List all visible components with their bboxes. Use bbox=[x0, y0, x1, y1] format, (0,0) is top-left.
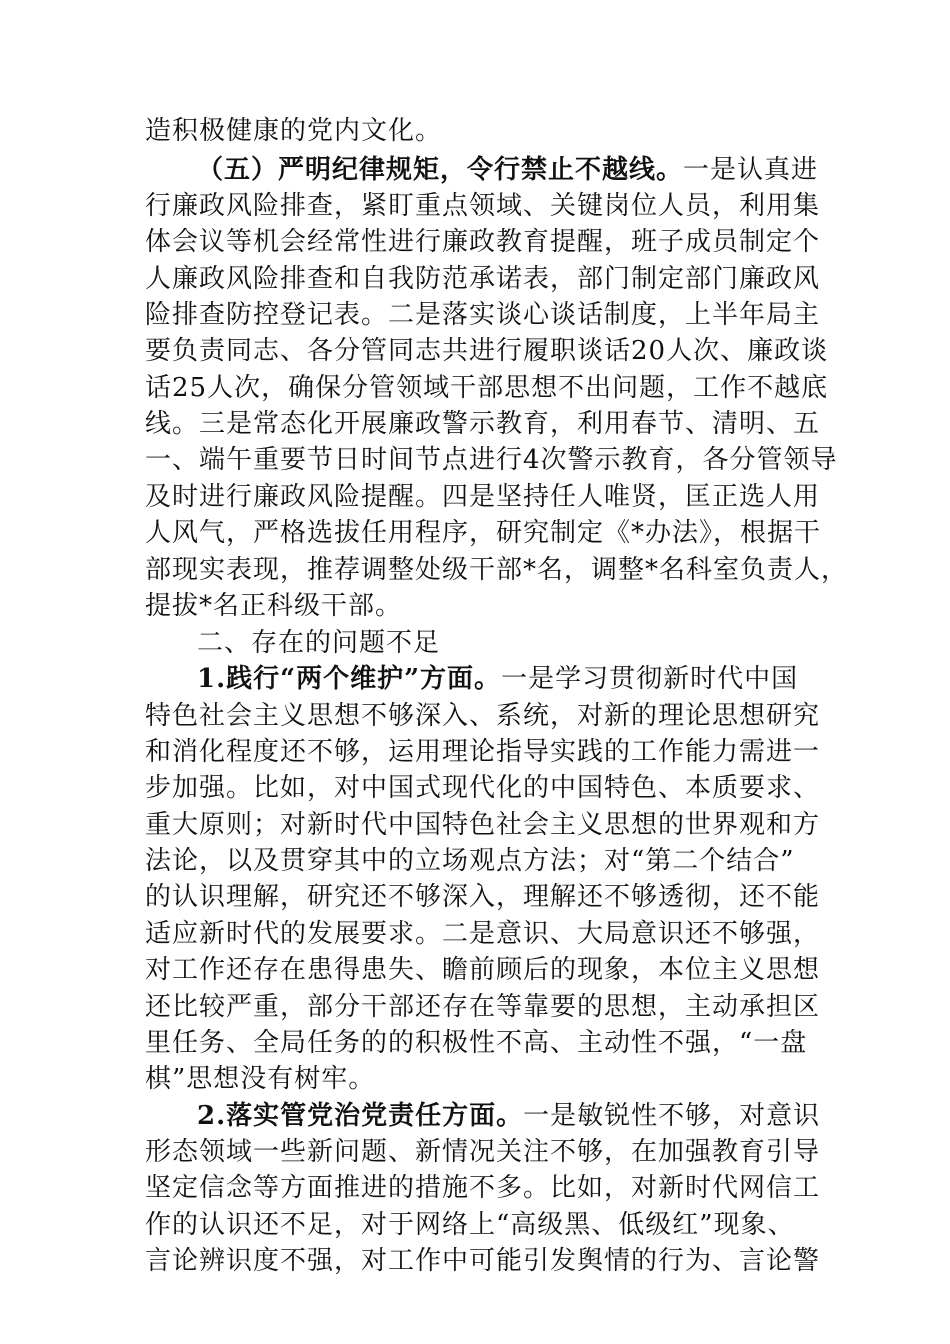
text-line-30: 坚定信念等方面推进的措施不多。比如，对新时代网信工 bbox=[145, 1173, 821, 1203]
text-line-25: 还比较严重，部分干部还存在等靠要的思想，主动承担区 bbox=[145, 992, 821, 1022]
text-line-32: 言论辨识度不强，对工作中可能引发舆情的行为、言论警 bbox=[145, 1246, 821, 1276]
text-line-21: 法论，以及贯穿其中的立场观点方法；对“第二个结合” bbox=[145, 846, 795, 876]
text-line-22: 的认识理解，研究还不够深入，理解还不够透彻，还不能 bbox=[145, 882, 821, 912]
text-line-6: 险排查防控登记表。二是落实谈心谈话制度，上半年局主 bbox=[145, 300, 821, 330]
text-line-10: 一、端午重要节日时间节点进行4次警示教育，各分管领导 bbox=[145, 445, 838, 475]
text-line-23: 适应新时代的发展要求。二是意识、大局意识还不够强， bbox=[145, 919, 821, 949]
text-line-8: 话25人次，确保分管领域干部思想不出问题，工作不越底 bbox=[145, 373, 829, 403]
text-line-5: 人廉政风险排查和自我防范承诺表，部门制定部门廉政风 bbox=[145, 264, 821, 294]
point-two-line bbox=[197, 1096, 821, 1136]
point-one-text: 一是学习贯彻新时代中国 bbox=[501, 664, 799, 694]
text-line-13: 部现实表现，推荐调整处级干部*名，调整*名科室负责人， bbox=[145, 555, 849, 585]
text-line-26: 里任务、全局任务的的积极性不高、主动性不强，“一盘 bbox=[145, 1028, 808, 1058]
text-line-24: 对工作还存在患得患失、瞻前顾后的现象，本位主义思想 bbox=[145, 955, 821, 985]
text-line-7: 要负责同志、各分管同志共进行履职谈话20人次、廉政谈 bbox=[145, 336, 829, 366]
text-line-4: 体会议等机会经常性进行廉政教育提醒，班子成员制定个 bbox=[145, 227, 821, 257]
text-line-12: 人风气，严格选拔任用程序，研究制定《*办法》，根据干 bbox=[145, 518, 822, 548]
point-one-line bbox=[197, 659, 810, 699]
text-line-1: 造积极健康的党内文化。 bbox=[145, 116, 443, 146]
point-two-title: 2.落实管党治党责任方面。 bbox=[197, 1101, 524, 1131]
point-one-title: 1.践行“两个维护”方面。 bbox=[197, 664, 502, 694]
text-line-27: 棋”思想没有树牢。 bbox=[145, 1064, 376, 1094]
point-two-text: 一是敏锐性不够，对意识 bbox=[523, 1101, 821, 1131]
text-line-11: 及时进行廉政风险提醒。四是坚持任人唯贤，匡正选人用 bbox=[145, 482, 821, 512]
text-line-19: 步加强。比如，对中国式现代化的中国特色、本质要求、 bbox=[145, 773, 821, 803]
text-line-20: 重大原则；对新时代中国特色社会主义思想的世界观和方 bbox=[145, 810, 821, 840]
text-line-3: 行廉政风险排查，紧盯重点领域、关键岗位人员，利用集 bbox=[145, 191, 821, 221]
section-five-line bbox=[197, 150, 819, 190]
text-line-29: 形态领域一些新问题、新情况关注不够，在加强教育引导 bbox=[145, 1137, 821, 1167]
text-line-9: 线。三是常态化开展廉政警示教育，利用春节、清明、五 bbox=[145, 409, 821, 439]
text-line-18: 和消化程度还不够，运用理论指导实践的工作能力需进一 bbox=[145, 737, 821, 767]
text-line-17: 特色社会主义思想不够深入、系统，对新的理论思想研究 bbox=[145, 701, 821, 731]
section-five-text: 一是认真进 bbox=[683, 155, 819, 185]
section-five-title: （五）严明纪律规矩，令行禁止不越线。 bbox=[197, 155, 684, 185]
text-line-14: 提拔*名正科级干部。 bbox=[145, 591, 403, 621]
section-heading-problems: 二、存在的问题不足 bbox=[197, 628, 441, 658]
text-line-31: 作的认识还不足，对于网络上“高级黑、低级红”现象、 bbox=[145, 1210, 795, 1240]
